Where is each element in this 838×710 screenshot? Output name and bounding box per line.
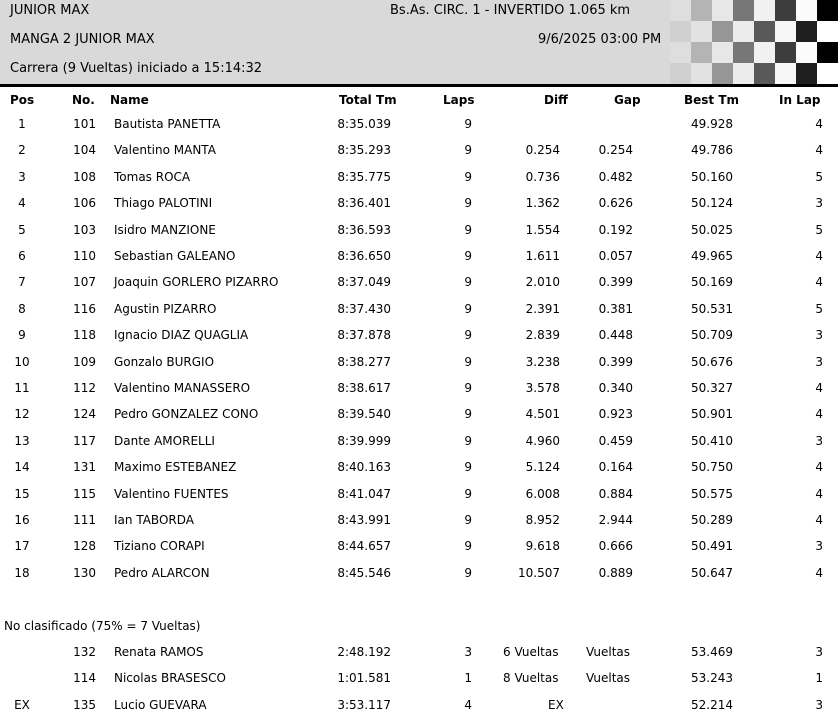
cell-diff: 2.010 [525, 275, 560, 290]
table-row [0, 457, 838, 477]
cell-gap: 0.459 [598, 433, 633, 448]
cell-gap: 0.254 [598, 143, 633, 158]
cell-no: 111 [73, 513, 96, 527]
track-name: Bs.As. CIRC. 1 - INVERTIDO 1.065 km [390, 3, 631, 18]
category-title: JUNIOR MAX [10, 3, 90, 18]
table-row [0, 220, 838, 240]
flag-square [712, 0, 733, 21]
cell-no: 112 [73, 381, 96, 395]
cell-laps: 9 [464, 328, 472, 343]
cell-pos: 8 [18, 301, 26, 316]
cell-gap: 0.482 [598, 169, 633, 184]
race-datetime: 9/6/2025 03:00 PM [538, 32, 662, 47]
table-row [0, 140, 838, 160]
flag-square [733, 0, 754, 21]
cell-diff: 4.501 [525, 407, 560, 422]
table-row [0, 299, 838, 319]
cell-laps: 9 [464, 407, 472, 422]
table-row [0, 352, 838, 372]
cell-name: Isidro MANZIONE [114, 222, 216, 237]
flag-square [670, 42, 691, 63]
cell-diff: 6 Vueltas [503, 645, 559, 659]
cell-diff: 6.008 [525, 486, 560, 501]
table-row [0, 563, 838, 583]
cell-best: 49.965 [691, 249, 733, 263]
flag-square [817, 42, 838, 63]
cell-total: 8:39.540 [337, 407, 391, 422]
cell-inlap: 3 [815, 645, 823, 659]
cell-no: 108 [73, 169, 96, 184]
cell-laps: 9 [464, 486, 472, 501]
table-row [0, 114, 838, 134]
flag-square [691, 42, 712, 63]
flag-square [796, 63, 817, 84]
cell-total: 8:37.878 [337, 328, 391, 343]
cell-pos: EX [14, 697, 30, 710]
cell-gap: 0.884 [598, 486, 633, 501]
col-total: Total Tm [339, 93, 397, 107]
cell-inlap: 1 [815, 671, 823, 686]
flag-square [670, 0, 691, 21]
cell-pos: 3 [18, 169, 26, 184]
cell-best: 50.531 [691, 301, 733, 316]
cell-inlap: 4 [815, 407, 823, 422]
cell-gap: 0.192 [598, 222, 633, 237]
col-diff: Diff [544, 93, 568, 107]
cell-diff: 10.507 [518, 565, 560, 580]
cell-inlap: 4 [815, 275, 823, 290]
cell-total: 8:36.650 [337, 249, 391, 263]
col-best: Best Tm [684, 93, 740, 107]
cell-total: 8:44.657 [337, 539, 391, 554]
cell-no: 101 [73, 117, 96, 131]
cell-no: 106 [73, 196, 96, 211]
cell-no: 110 [73, 249, 96, 263]
cell-pos: 17 [14, 539, 30, 554]
cell-laps: 9 [464, 275, 472, 290]
cell-diff: 2.391 [525, 301, 560, 316]
cell-pos: 6 [18, 249, 26, 263]
cell-gap: 0.057 [598, 249, 633, 263]
cell-total: 8:40.163 [337, 460, 391, 475]
flag-square [691, 63, 712, 84]
cell-no: 114 [73, 671, 96, 686]
cell-best: 50.025 [691, 222, 733, 237]
flag-square [796, 0, 817, 21]
flag-square [733, 42, 754, 63]
cell-name: Dante AMORELLI [114, 433, 215, 448]
flag-square [775, 63, 796, 84]
cell-gap: 0.381 [598, 301, 633, 316]
col-inlap: In Lap [779, 93, 821, 107]
cell-pos: 11 [14, 381, 30, 395]
session-title: MANGA 2 JUNIOR MAX [10, 32, 155, 47]
not-classified-heading: No clasificado (75% = 7 Vueltas) [4, 619, 201, 633]
cell-best: 52.214 [691, 697, 733, 710]
cell-inlap: 4 [815, 249, 823, 263]
cell-laps: 9 [464, 539, 472, 554]
cell-diff: 8 Vueltas [503, 671, 559, 686]
cell-no: 107 [73, 275, 96, 290]
table-row [0, 536, 838, 556]
cell-diff: 1.554 [525, 222, 560, 237]
cell-laps: 9 [464, 565, 472, 580]
cell-name: Sebastian GALEANO [114, 249, 236, 263]
flag-square [712, 42, 733, 63]
cell-inlap: 5 [815, 169, 823, 184]
cell-best: 50.491 [691, 539, 733, 554]
cell-pos: 7 [18, 275, 26, 290]
cell-best: 50.901 [691, 407, 733, 422]
cell-gap: 0.399 [598, 275, 633, 290]
cell-pos: 4 [18, 196, 26, 211]
cell-best: 53.243 [691, 671, 733, 686]
cell-name: Tomas ROCA [114, 169, 191, 184]
table-row [0, 642, 838, 662]
flag-square [754, 42, 775, 63]
cell-best: 50.327 [691, 381, 733, 395]
cell-inlap: 3 [815, 539, 823, 554]
cell-total: 8:36.401 [337, 196, 391, 211]
cell-laps: 9 [464, 196, 472, 211]
cell-inlap: 5 [815, 301, 823, 316]
cell-gap: 0.448 [598, 328, 633, 343]
cell-gap: 0.889 [598, 565, 633, 580]
cell-best: 49.928 [691, 117, 733, 131]
cell-no: 128 [73, 539, 96, 554]
flag-square [775, 42, 796, 63]
flag-square [796, 21, 817, 42]
cell-gap: Vueltas [586, 671, 631, 686]
cell-diff: 2.839 [525, 328, 560, 343]
cell-total: 2:48.192 [337, 645, 391, 659]
cell-laps: 9 [464, 169, 472, 184]
flag-square [712, 63, 733, 84]
table-row [0, 246, 838, 266]
cell-name: Nicolas BRASESCO [114, 671, 226, 686]
cell-no: 135 [73, 697, 96, 710]
cell-total: 8:36.593 [337, 222, 391, 237]
cell-inlap: 4 [815, 143, 823, 158]
cell-inlap: 4 [815, 513, 823, 527]
cell-best: 50.676 [691, 354, 733, 369]
cell-pos: 14 [14, 460, 30, 475]
cell-name: Valentino FUENTES [114, 486, 229, 501]
table-row [0, 404, 838, 424]
cell-laps: 9 [464, 433, 472, 448]
cell-no: 117 [73, 433, 96, 448]
table-row [0, 695, 838, 710]
cell-total: 8:45.546 [337, 565, 391, 580]
cell-pos: 5 [18, 222, 26, 237]
cell-diff: 4.960 [525, 433, 560, 448]
cell-best: 50.289 [691, 513, 733, 527]
flag-square [691, 0, 712, 21]
cell-pos: 16 [14, 513, 30, 527]
table-row [0, 668, 838, 688]
cell-inlap: 4 [815, 460, 823, 475]
table-row [0, 167, 838, 187]
cell-name: Valentino MANTA [114, 143, 216, 158]
cell-gap: 0.164 [598, 460, 633, 475]
cell-no: 132 [73, 645, 96, 659]
flag-square [712, 21, 733, 42]
cell-name: Agustin PIZARRO [114, 301, 217, 316]
flag-square [775, 21, 796, 42]
cell-pos: 15 [14, 486, 30, 501]
cell-name: Pedro ALARCON [114, 565, 210, 580]
cell-best: 50.575 [691, 486, 733, 501]
col-no: No. [72, 93, 95, 107]
table-row [0, 272, 838, 292]
cell-best: 50.750 [691, 460, 733, 475]
cell-total: 8:38.277 [337, 354, 391, 369]
cell-best: 53.469 [691, 645, 733, 659]
report-header [0, 0, 838, 84]
cell-inlap: 3 [815, 328, 823, 343]
cell-pos: 12 [14, 407, 30, 422]
cell-no: 115 [73, 486, 96, 501]
cell-gap: 0.666 [598, 539, 633, 554]
cell-name: Pedro GONZALEZ CONO [114, 407, 259, 422]
table-row [0, 431, 838, 451]
table-row [0, 193, 838, 213]
cell-gap: 0.626 [598, 196, 633, 211]
cell-name: Maximo ESTEBANEZ [114, 460, 237, 475]
cell-best: 50.709 [691, 328, 733, 343]
cell-diff: 9.618 [525, 539, 560, 554]
cell-gap: 2.944 [598, 513, 633, 527]
cell-total: 8:35.293 [337, 143, 391, 158]
cell-no: 118 [73, 328, 96, 343]
flag-square [775, 0, 796, 21]
cell-diff: 0.254 [525, 143, 560, 158]
cell-pos: 1 [18, 117, 26, 131]
flag-square [796, 42, 817, 63]
cell-laps: 9 [464, 117, 472, 131]
cell-laps: 9 [464, 381, 472, 395]
cell-name: Ian TABORDA [114, 513, 194, 527]
column-headers [0, 90, 838, 110]
cell-name: Lucio GUEVARA [114, 697, 207, 710]
table-row [0, 325, 838, 345]
table-row [0, 510, 838, 530]
cell-laps: 9 [464, 301, 472, 316]
cell-total: 8:39.999 [337, 433, 391, 448]
cell-total: 1:01.581 [337, 671, 391, 686]
flag-square [670, 21, 691, 42]
flag-square [754, 21, 775, 42]
cell-diff: 0.736 [525, 169, 560, 184]
cell-pos: 9 [18, 328, 26, 343]
cell-total: 8:37.049 [337, 275, 391, 290]
cell-no: 103 [73, 222, 96, 237]
flag-square [754, 0, 775, 21]
cell-pos: 13 [14, 433, 30, 448]
flag-square [670, 63, 691, 84]
cell-name: Tiziano CORAPI [114, 539, 205, 554]
flag-square [817, 21, 838, 42]
cell-laps: 9 [464, 513, 472, 527]
cell-inlap: 3 [815, 196, 823, 211]
cell-laps: 9 [464, 460, 472, 475]
col-laps: Laps [443, 93, 475, 107]
cell-best: 50.647 [691, 565, 733, 580]
col-name: Name [110, 93, 149, 107]
flag-square [691, 21, 712, 42]
cell-laps: 9 [464, 143, 472, 158]
cell-diff: 8.952 [525, 513, 560, 527]
col-pos: Pos [10, 93, 35, 107]
cell-name: Ignacio DIAZ QUAGLIA [114, 328, 249, 343]
table-row [0, 484, 838, 504]
header-divider [0, 84, 838, 87]
cell-diff: 1.362 [525, 196, 560, 211]
cell-laps: 9 [464, 222, 472, 237]
cell-no: 124 [73, 407, 96, 422]
cell-name: Thiago PALOTINI [114, 196, 213, 211]
cell-no: 130 [73, 565, 96, 580]
cell-name: Bautista PANETTA [114, 117, 221, 131]
cell-diff: 1.611 [525, 249, 560, 263]
col-gap: Gap [614, 93, 641, 107]
cell-inlap: 5 [815, 222, 823, 237]
cell-total: 8:41.047 [337, 486, 391, 501]
cell-total: 8:35.039 [337, 117, 391, 131]
cell-inlap: 3 [815, 433, 823, 448]
flag-square [733, 63, 754, 84]
cell-no: 104 [73, 143, 96, 158]
cell-laps: 4 [464, 697, 472, 710]
cell-diff: 3.238 [525, 354, 560, 369]
cell-total: 8:37.430 [337, 301, 391, 316]
cell-laps: 9 [464, 249, 472, 263]
cell-best: 50.160 [691, 169, 733, 184]
cell-total: 8:38.617 [337, 381, 391, 395]
cell-name: Valentino MANASSERO [114, 381, 251, 395]
cell-best: 49.786 [691, 143, 733, 158]
cell-name: Gonzalo BURGIO [114, 354, 215, 369]
cell-pos: 2 [18, 143, 26, 158]
cell-total: 8:43.991 [337, 513, 391, 527]
cell-gap: 0.399 [598, 354, 633, 369]
cell-best: 50.169 [691, 275, 733, 290]
cell-no: 131 [73, 460, 96, 475]
cell-inlap: 4 [815, 565, 823, 580]
cell-diff: EX [548, 697, 564, 710]
cell-best: 50.410 [691, 433, 733, 448]
cell-inlap: 4 [815, 381, 823, 395]
cell-inlap: 3 [815, 354, 823, 369]
cell-gap: Vueltas [586, 645, 631, 659]
flag-square [754, 63, 775, 84]
race-info: Carrera (9 Vueltas) iniciado a 15:14:32 [10, 61, 263, 76]
cell-best: 50.124 [691, 196, 733, 211]
flag-square [817, 63, 838, 84]
cell-inlap: 4 [815, 486, 823, 501]
cell-name: Joaquin GORLERO PIZARRO [114, 275, 279, 290]
cell-total: 3:53.117 [337, 697, 391, 710]
cell-laps: 1 [464, 671, 472, 686]
cell-diff: 3.578 [525, 381, 560, 395]
flag-square [817, 0, 838, 21]
cell-no: 109 [73, 354, 96, 369]
flag-square [733, 21, 754, 42]
cell-pos: 10 [14, 354, 30, 369]
cell-gap: 0.340 [598, 381, 633, 395]
cell-pos: 18 [14, 565, 30, 580]
cell-laps: 9 [464, 354, 472, 369]
cell-no: 116 [73, 301, 96, 316]
cell-total: 8:35.775 [337, 169, 391, 184]
table-row [0, 378, 838, 398]
cell-name: Renata RAMOS [114, 645, 204, 659]
cell-diff: 5.124 [525, 460, 560, 475]
cell-laps: 3 [464, 645, 472, 659]
cell-gap: 0.923 [598, 407, 633, 422]
cell-inlap: 4 [815, 117, 823, 131]
cell-inlap: 3 [815, 697, 823, 710]
